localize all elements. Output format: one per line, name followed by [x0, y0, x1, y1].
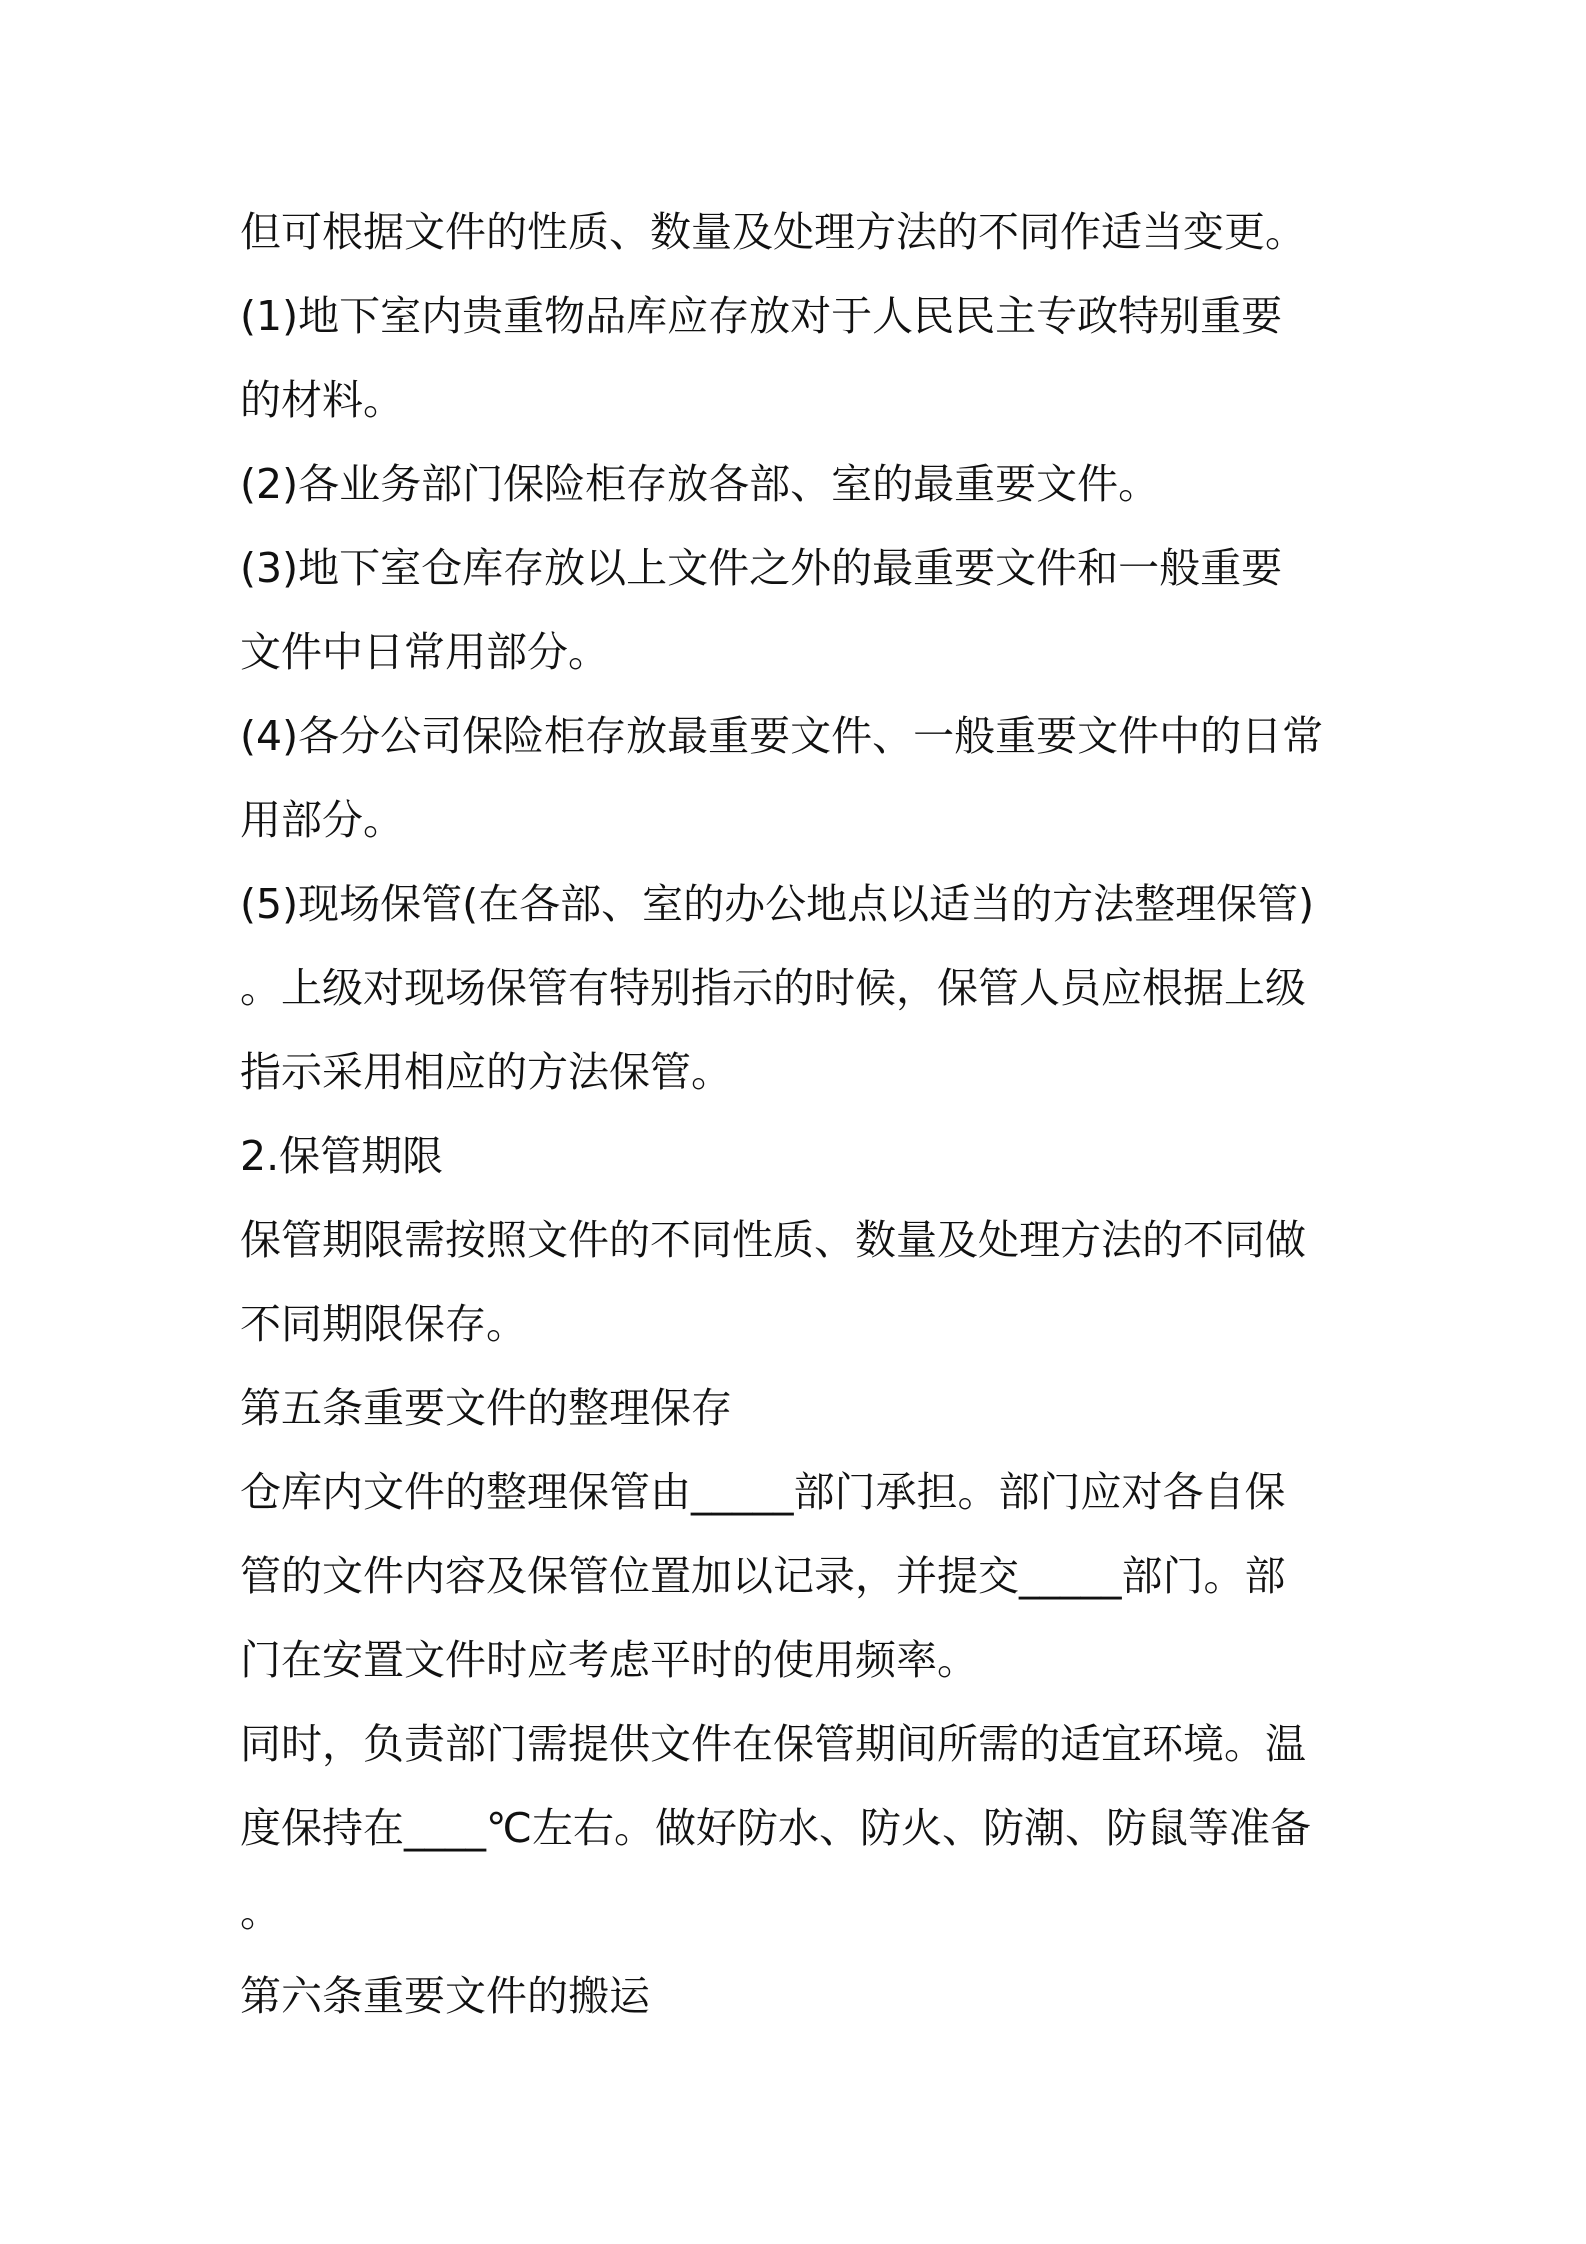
text-line: 不同期限保存。: [240, 1300, 527, 1348]
text-line: (4)各分公司保险柜存放最重要文件、一般重要文件中的日常: [240, 712, 1324, 760]
text-line: 同时，负责部门需提供文件在保管期间所需的适宜环境。温: [240, 1720, 1306, 1768]
section-heading: 2.保管期限: [240, 1132, 444, 1180]
text-line: (2)各业务部门保险柜存放各部、室的最重要文件。: [240, 460, 1160, 508]
text-line: 管的文件内容及保管位置加以记录，并提交_____部门。部: [240, 1552, 1286, 1600]
text-line: 保管期限需按照文件的不同性质、数量及处理方法的不同做: [240, 1216, 1306, 1264]
text-line: 的材料。: [240, 376, 404, 424]
text-line: (5)现场保管(在各部、室的办公地点以适当的方法整理保管): [240, 880, 1315, 928]
article-heading: 第五条重要文件的整理保存: [240, 1384, 732, 1432]
text-line: (3)地下室仓库存放以上文件之外的最重要文件和一般重要: [240, 544, 1283, 592]
text-line: 指示采用相应的方法保管。: [240, 1048, 732, 1096]
text-line: (1)地下室内贵重物品库应存放对于人民民主专政特别重要: [240, 292, 1283, 340]
text-line: 仓库内文件的整理保管由_____部门承担。部门应对各自保: [240, 1468, 1286, 1516]
body-text: [240, 190, 1360, 2038]
text-line: 。上级对现场保管有特别指示的时候，保管人员应根据上级: [240, 964, 1306, 1012]
text-line: 文件中日常用部分。: [240, 628, 609, 676]
article-heading: 第六条重要文件的搬运: [240, 1972, 650, 2020]
text-line: 门在安置文件时应考虑平时的使用频率。: [240, 1636, 978, 1684]
text-line: 。: [240, 1888, 281, 1936]
text-line: 但可根据文件的性质、数量及处理方法的不同作适当变更。: [240, 208, 1306, 256]
text-line: 度保持在____℃左右。做好防水、防火、防潮、防鼠等准备: [240, 1804, 1312, 1852]
text-line: 用部分。: [240, 796, 404, 844]
